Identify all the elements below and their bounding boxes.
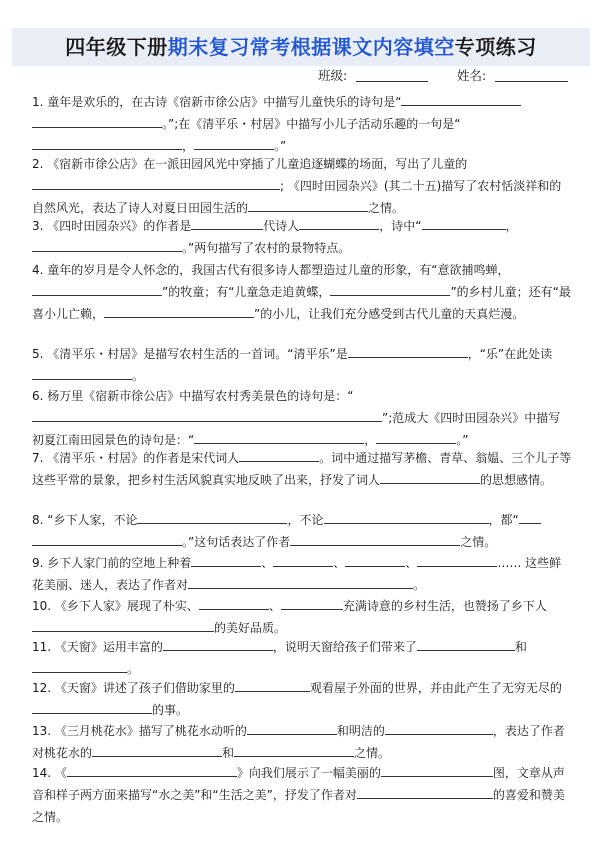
answer-blank[interactable]: [324, 510, 489, 524]
question-text: 和: [222, 746, 235, 760]
answer-blank[interactable]: [104, 304, 254, 318]
question-7: [32, 447, 572, 491]
question-text: ，: [182, 139, 195, 153]
question-text: 之情。: [368, 201, 405, 215]
answer-blank[interactable]: [194, 430, 364, 444]
answer-blank[interactable]: [194, 136, 274, 150]
answer-blank[interactable]: [32, 136, 182, 150]
question-text: ，不论: [287, 513, 324, 527]
question-13: [32, 720, 572, 764]
question-text: ，“乐”在此处读: [467, 347, 553, 361]
question-text: 8. “乡下人家，不论: [32, 513, 138, 527]
name-label: 姓名:: [457, 68, 487, 83]
question-text: 、: [333, 556, 346, 570]
answer-blank[interactable]: [191, 216, 263, 230]
question-text: 。词中通过描写茅檐、青草、翁媪、三个儿子等这些平常的景象，把乡村生活风貌真实地反映了出来，抒发了词人: [32, 451, 572, 487]
question-14: [32, 762, 572, 828]
answer-blank[interactable]: [417, 553, 497, 567]
answer-blank[interactable]: [248, 198, 368, 212]
answer-blank[interactable]: [92, 743, 222, 757]
page-title: [0, 29, 602, 65]
answer-blank[interactable]: [32, 366, 132, 380]
answer-blank[interactable]: [519, 510, 541, 524]
question-text: 。”这句话表达了作者: [182, 535, 291, 549]
question-text: 14. 《: [32, 766, 67, 780]
answer-blank[interactable]: [348, 344, 468, 358]
title-part-topic: 期末复习常考根据课文内容填空: [167, 35, 455, 59]
question-text: 之情。: [354, 746, 391, 760]
question-5: [32, 343, 572, 387]
answer-blank[interactable]: [32, 408, 262, 422]
question-text: ，表达了作者对桃花水的: [32, 724, 565, 760]
answer-blank[interactable]: [32, 659, 127, 673]
question-text: 充满诗意的乡村生活，也赞扬了乡下人: [342, 599, 547, 613]
answer-blank[interactable]: [67, 763, 237, 777]
question-text: 》向我们展示了一幅美丽的: [236, 766, 381, 780]
answer-blank[interactable]: [345, 553, 405, 567]
answer-blank[interactable]: [417, 637, 515, 651]
question-text: ，诗中“: [379, 219, 422, 233]
answer-blank[interactable]: [191, 553, 261, 567]
question-text: 和明洁的: [336, 724, 385, 738]
answer-blank[interactable]: [299, 216, 379, 230]
question-text: 之情。: [460, 535, 497, 549]
question-text: ，: [505, 219, 518, 233]
question-text: 的喜爱和赞美之情。: [32, 788, 565, 824]
answer-blank[interactable]: [239, 448, 319, 462]
question-text: 图，文章从声音和样子两方面来描写“水之美”和“生活之美”，抒发了作者对: [32, 766, 565, 802]
answer-blank[interactable]: [199, 596, 269, 610]
answer-blank[interactable]: [376, 430, 456, 444]
class-label: 班级:: [318, 68, 348, 83]
question-11: [32, 636, 572, 680]
question-3: [32, 215, 572, 259]
answer-blank[interactable]: [32, 114, 162, 128]
question-text: ”的乡村儿童；还有“最喜小儿亡赖，: [32, 285, 571, 321]
answer-blank[interactable]: [32, 532, 182, 546]
question-text: 、: [268, 599, 281, 613]
answer-blank[interactable]: [281, 596, 343, 610]
question-text: ; 《四时田园杂兴》(其二十五)描写了农村恬淡祥和的自然风光，表达了诗人对夏日田园生活的: [32, 179, 562, 215]
question-text: 12. 《天窗》讲述了孩子们借助家里的: [32, 681, 235, 695]
question-text: 11. 《天窗》运用丰富的: [32, 640, 163, 654]
question-text: ”;范成大《四时田园杂兴》中描写初夏江南田园景色的诗句是：“: [32, 411, 561, 447]
question-text: ，说明天窗给孩子们带来了: [272, 640, 417, 654]
question-text: 、: [261, 556, 274, 570]
answer-blank[interactable]: [422, 216, 506, 230]
question-text: 、: [405, 556, 418, 570]
answer-blank[interactable]: [330, 282, 450, 296]
answer-blank[interactable]: [381, 763, 493, 777]
question-text: 2. 《宿新市徐公店》在一派田园风光中穿插了儿童追逐蝴蝶的场面，写出了儿童的: [32, 157, 468, 171]
question-text: ”的小儿，让我们充分感受到古代儿童的天真烂漫。: [254, 307, 525, 321]
question-4: [32, 259, 572, 325]
question-text: ，: [364, 433, 377, 447]
question-text: 13. 《三月桃花水》描写了桃花水动听的: [32, 724, 247, 738]
answer-blank[interactable]: [163, 637, 273, 651]
question-text: ，都“: [488, 513, 519, 527]
question-text: …… 这些鲜花美丽、迷人，表达了作者对: [32, 556, 562, 592]
answer-blank[interactable]: [380, 470, 480, 484]
question-text: 的美好品质。: [214, 621, 287, 635]
answer-blank[interactable]: [32, 618, 214, 632]
answer-blank[interactable]: [247, 721, 337, 735]
question-text: 观看屋子外面的世界，并由此产生了无穷无尽的: [309, 681, 562, 695]
question-text: 。: [127, 662, 140, 676]
question-10: [32, 595, 572, 639]
question-text: 。”: [274, 139, 287, 153]
question-text: 的事。: [152, 703, 189, 717]
question-text: 。”;在《清平乐・村居》中描写小儿子活动乐趣的一句是“: [162, 117, 461, 131]
answer-blank[interactable]: [32, 282, 162, 296]
name-field[interactable]: [495, 66, 568, 82]
question-text: 6. 杨万里《宿新市徐公店》中描写农村秀美景色的诗句是：“: [32, 389, 354, 403]
answer-blank[interactable]: [188, 575, 413, 589]
answer-blank[interactable]: [32, 700, 152, 714]
title-part-suffix: 专项练习: [454, 35, 537, 59]
question-text: ”的牧童；有“儿童急走追黄蝶，: [162, 285, 331, 299]
question-1: [32, 91, 572, 157]
answer-blank[interactable]: [385, 721, 493, 735]
question-12: [32, 677, 572, 721]
answer-blank[interactable]: [235, 678, 310, 692]
title-part-grade: 四年级下册: [65, 35, 168, 59]
question-text: 和: [514, 640, 527, 654]
answer-blank[interactable]: [401, 92, 521, 106]
answer-blank[interactable]: [32, 238, 182, 252]
question-text: 3. 《四时田园杂兴》的作者是: [32, 219, 192, 233]
student-info-row: [0, 66, 602, 86]
answer-blank[interactable]: [234, 743, 354, 757]
question-text: 。”两句描写了农村的景物特点。: [182, 241, 351, 255]
question-text: 的思想感情。: [480, 473, 553, 487]
question-text: 。”: [456, 433, 469, 447]
question-text: 。: [132, 369, 145, 383]
question-6: [32, 385, 572, 451]
question-text: 5. 《清平乐・村居》是描写农村生活的一首词。“清平乐”是: [32, 347, 348, 361]
answer-blank[interactable]: [262, 408, 382, 422]
answer-blank[interactable]: [273, 553, 333, 567]
answer-blank[interactable]: [137, 510, 287, 524]
question-8: [32, 509, 572, 553]
answer-blank[interactable]: [357, 785, 493, 799]
question-text: 10. 《乡下人家》展现了朴实、: [32, 599, 199, 613]
question-text: 9. 乡下人家门前的空地上种着: [32, 556, 192, 570]
question-text: 4. 童年的岁月是令人怀念的，我国古代有很多诗人都塑造过儿童的形象，有“意欲捕鸣蝉，: [32, 263, 510, 277]
question-text: 代诗人: [263, 219, 300, 233]
answer-blank[interactable]: [32, 176, 280, 190]
class-field[interactable]: [356, 66, 428, 82]
question-text: 1. 童年是欢乐的，在古诗《宿新市徐公店》中描写儿童快乐的诗句是“: [32, 95, 402, 109]
question-2: [32, 153, 572, 219]
question-text: 7. 《清平乐・村居》的作者是宋代词人: [32, 451, 240, 465]
question-9: [32, 552, 572, 596]
answer-blank[interactable]: [290, 532, 460, 546]
question-text: 。: [413, 578, 426, 592]
